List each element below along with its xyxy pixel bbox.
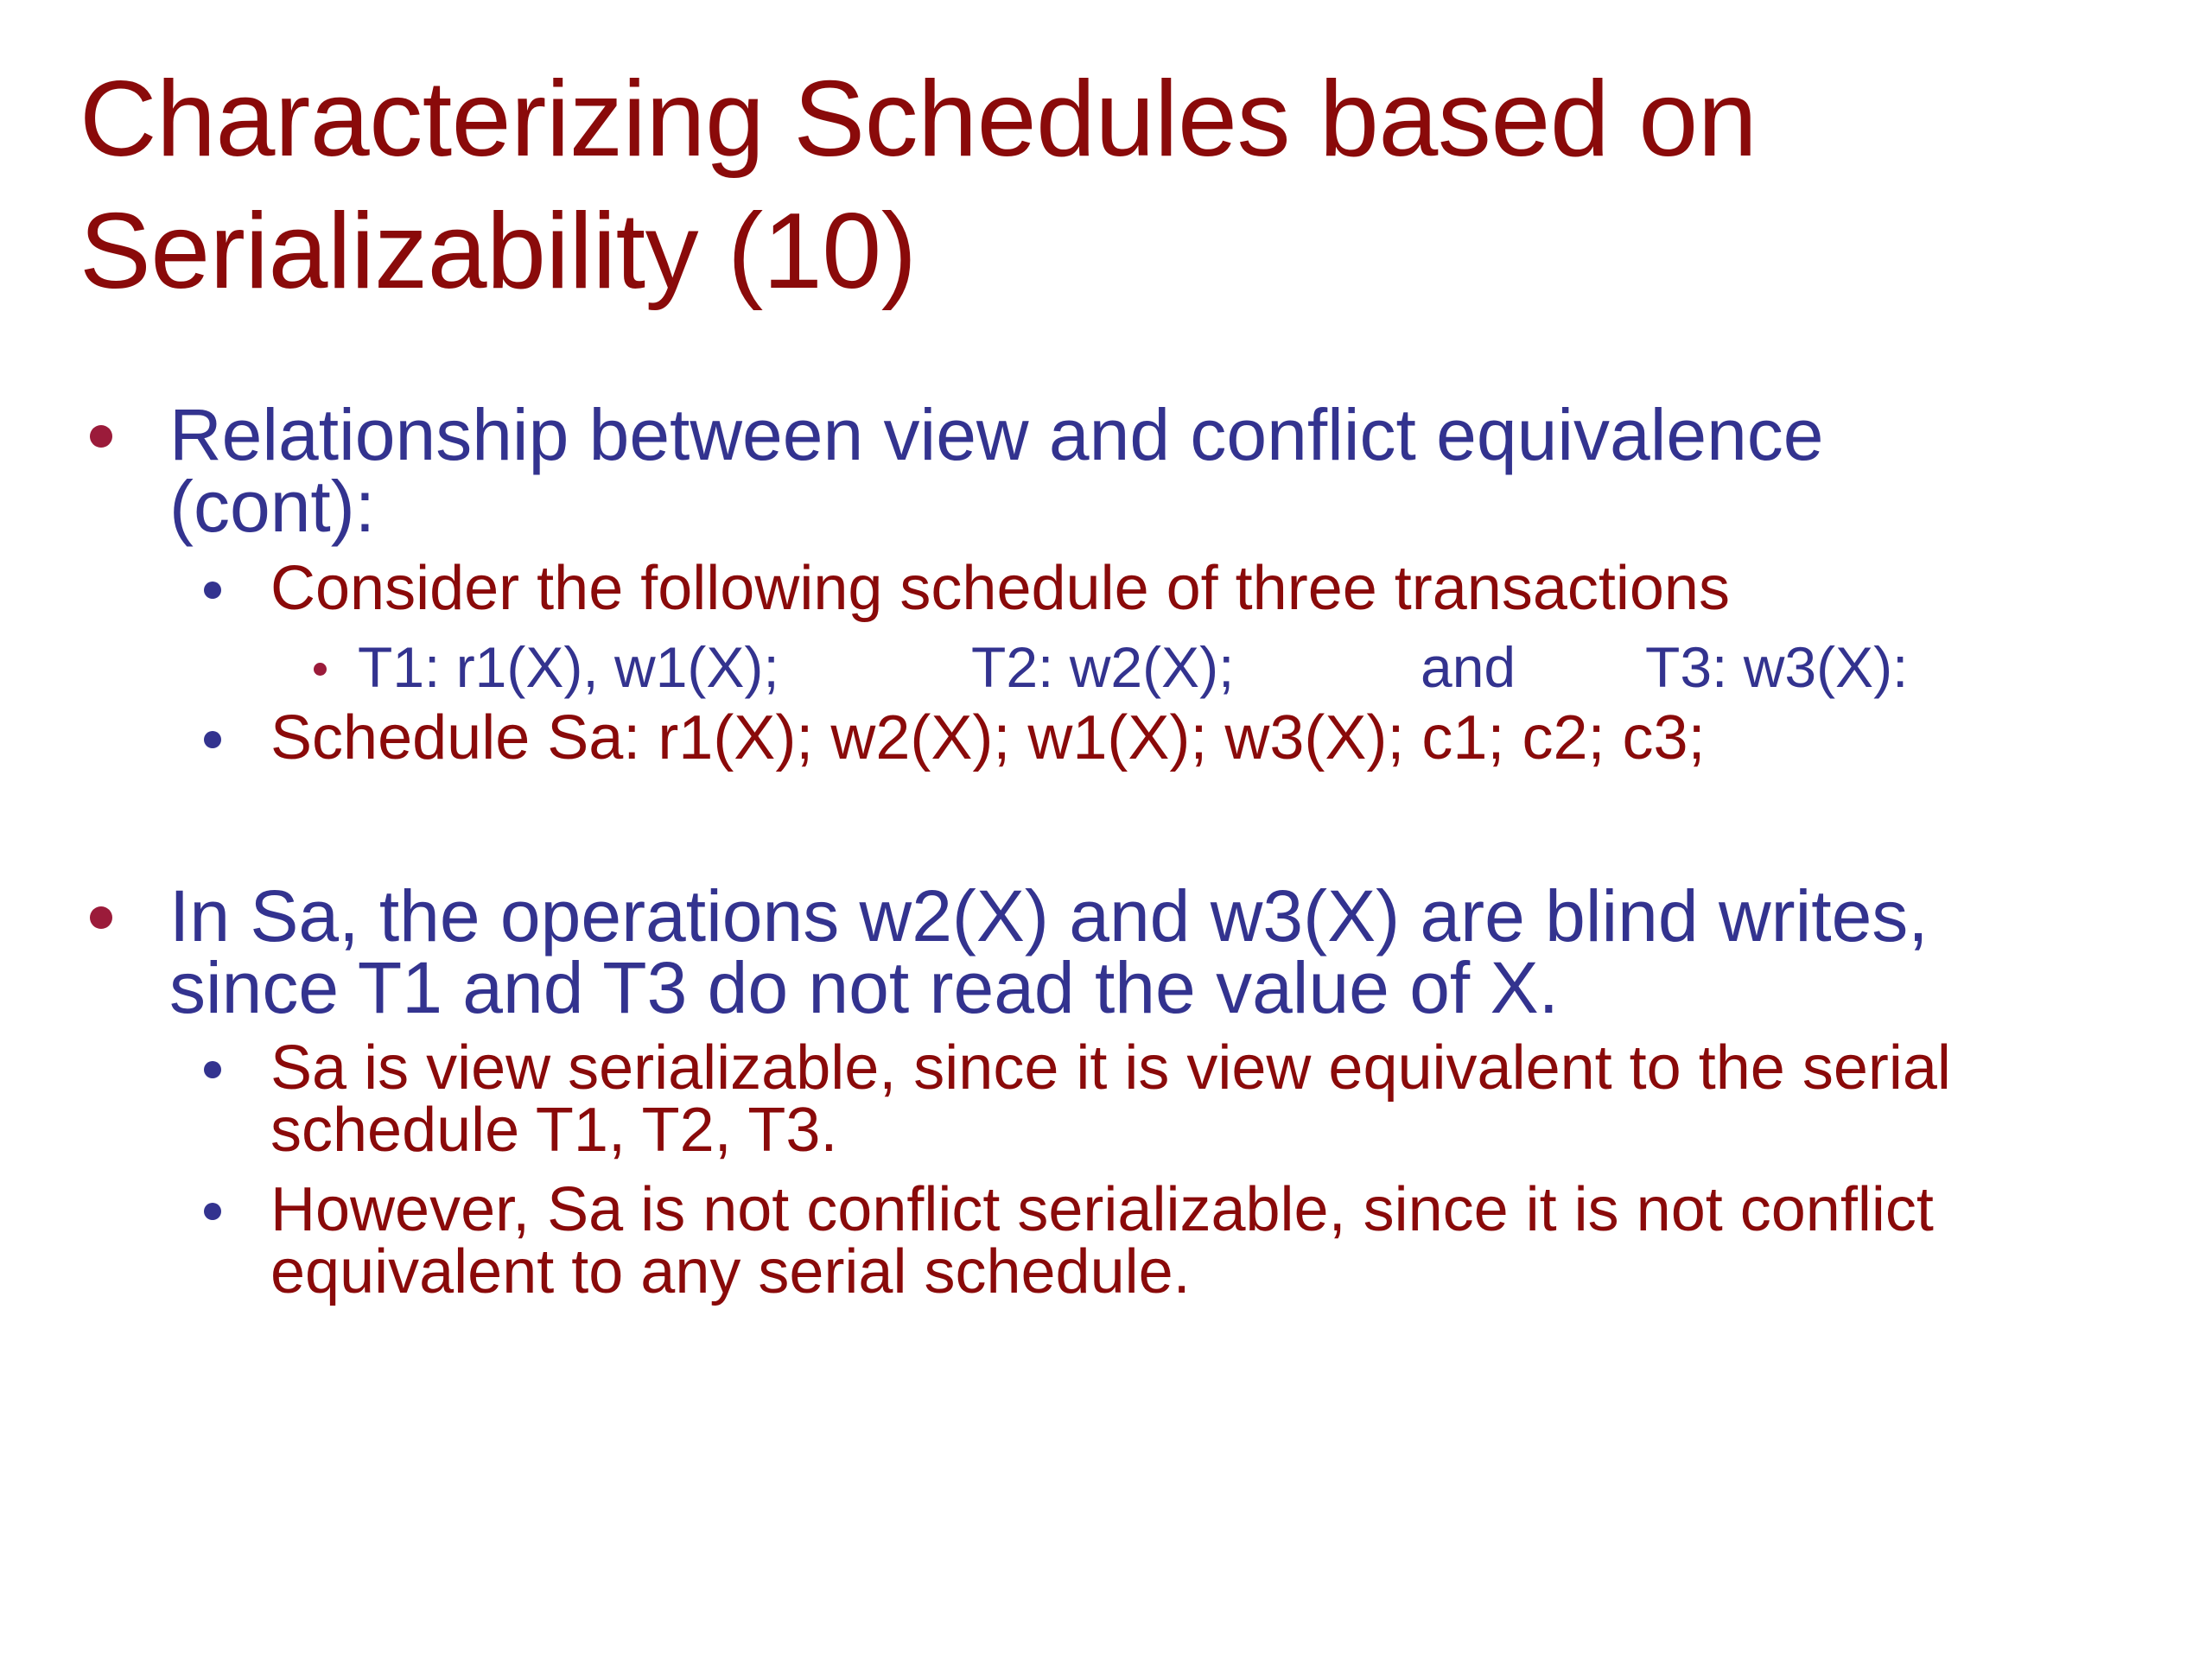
bullet-dot-icon: [90, 906, 112, 929]
bullet-text: [270, 554, 1730, 623]
bullet-text: [270, 1033, 1951, 1165]
subbullet-view-serializable: [204, 1033, 1951, 1165]
subbullet-schedule-sa: [204, 703, 1706, 772]
transaction-and: and: [1421, 635, 1516, 699]
bullet-line-1: In Sa, the operations w2(X) and w3(X) are blind writes,: [169, 875, 1929, 957]
bullet-line-1: However, Sa is not conflict serializable, since it is not conflict: [270, 1175, 1934, 1244]
bullet-relationship: [90, 394, 1824, 547]
bullet-line-2: since T1 and T3 do not read the value of X.: [169, 947, 1559, 1028]
transaction-t3: T3: w3(X):: [1645, 635, 1909, 699]
bullet-text: [270, 1175, 1934, 1306]
transaction-t1: T1: r1(X), w1(X);: [358, 635, 779, 699]
bullet-line-1: Sa is view serializable, since it is view equivalent to the serial: [270, 1033, 1951, 1103]
bullet-line-1: Consider the following schedule of three transactions: [270, 554, 1730, 623]
bullet-text: [169, 394, 1824, 547]
bullet-line-2: (cont):: [169, 466, 376, 547]
bullet-line-1: Relationship between view and conflict equivalence: [169, 394, 1824, 475]
bullet-line-2: schedule T1, T2, T3.: [270, 1096, 838, 1165]
bullet-line-1: Schedule Sa: r1(X); w2(X); w1(X); w3(X); c1; c2; c3;: [270, 703, 1706, 772]
bullet-text: [169, 875, 1929, 1028]
subsubbullet-transactions: [314, 636, 1908, 698]
bullet-text: [270, 703, 1706, 772]
subbullet-not-conflict-serializable: [204, 1175, 1934, 1306]
bullet-line-2: equivalent to any serial schedule.: [270, 1237, 1191, 1306]
slide-title: [79, 54, 2067, 318]
slide-title-line-1: Characterizing Schedules based on: [79, 60, 1758, 179]
bullet-dot-icon: [204, 1203, 221, 1220]
bullet-blind-writes: [90, 875, 1929, 1028]
bullet-dot-icon: [204, 731, 221, 748]
bullet-dot-icon: [314, 663, 327, 676]
bullet-dot-icon: [204, 582, 221, 599]
transactions-line: [358, 636, 1908, 698]
slide-title-line-2: Serializability (10): [79, 192, 917, 311]
bullet-dot-icon: [90, 425, 112, 448]
bullet-dot-icon: [204, 1061, 221, 1078]
subbullet-consider: [204, 554, 1730, 623]
transaction-t2: T2: w2(X);: [971, 635, 1235, 699]
